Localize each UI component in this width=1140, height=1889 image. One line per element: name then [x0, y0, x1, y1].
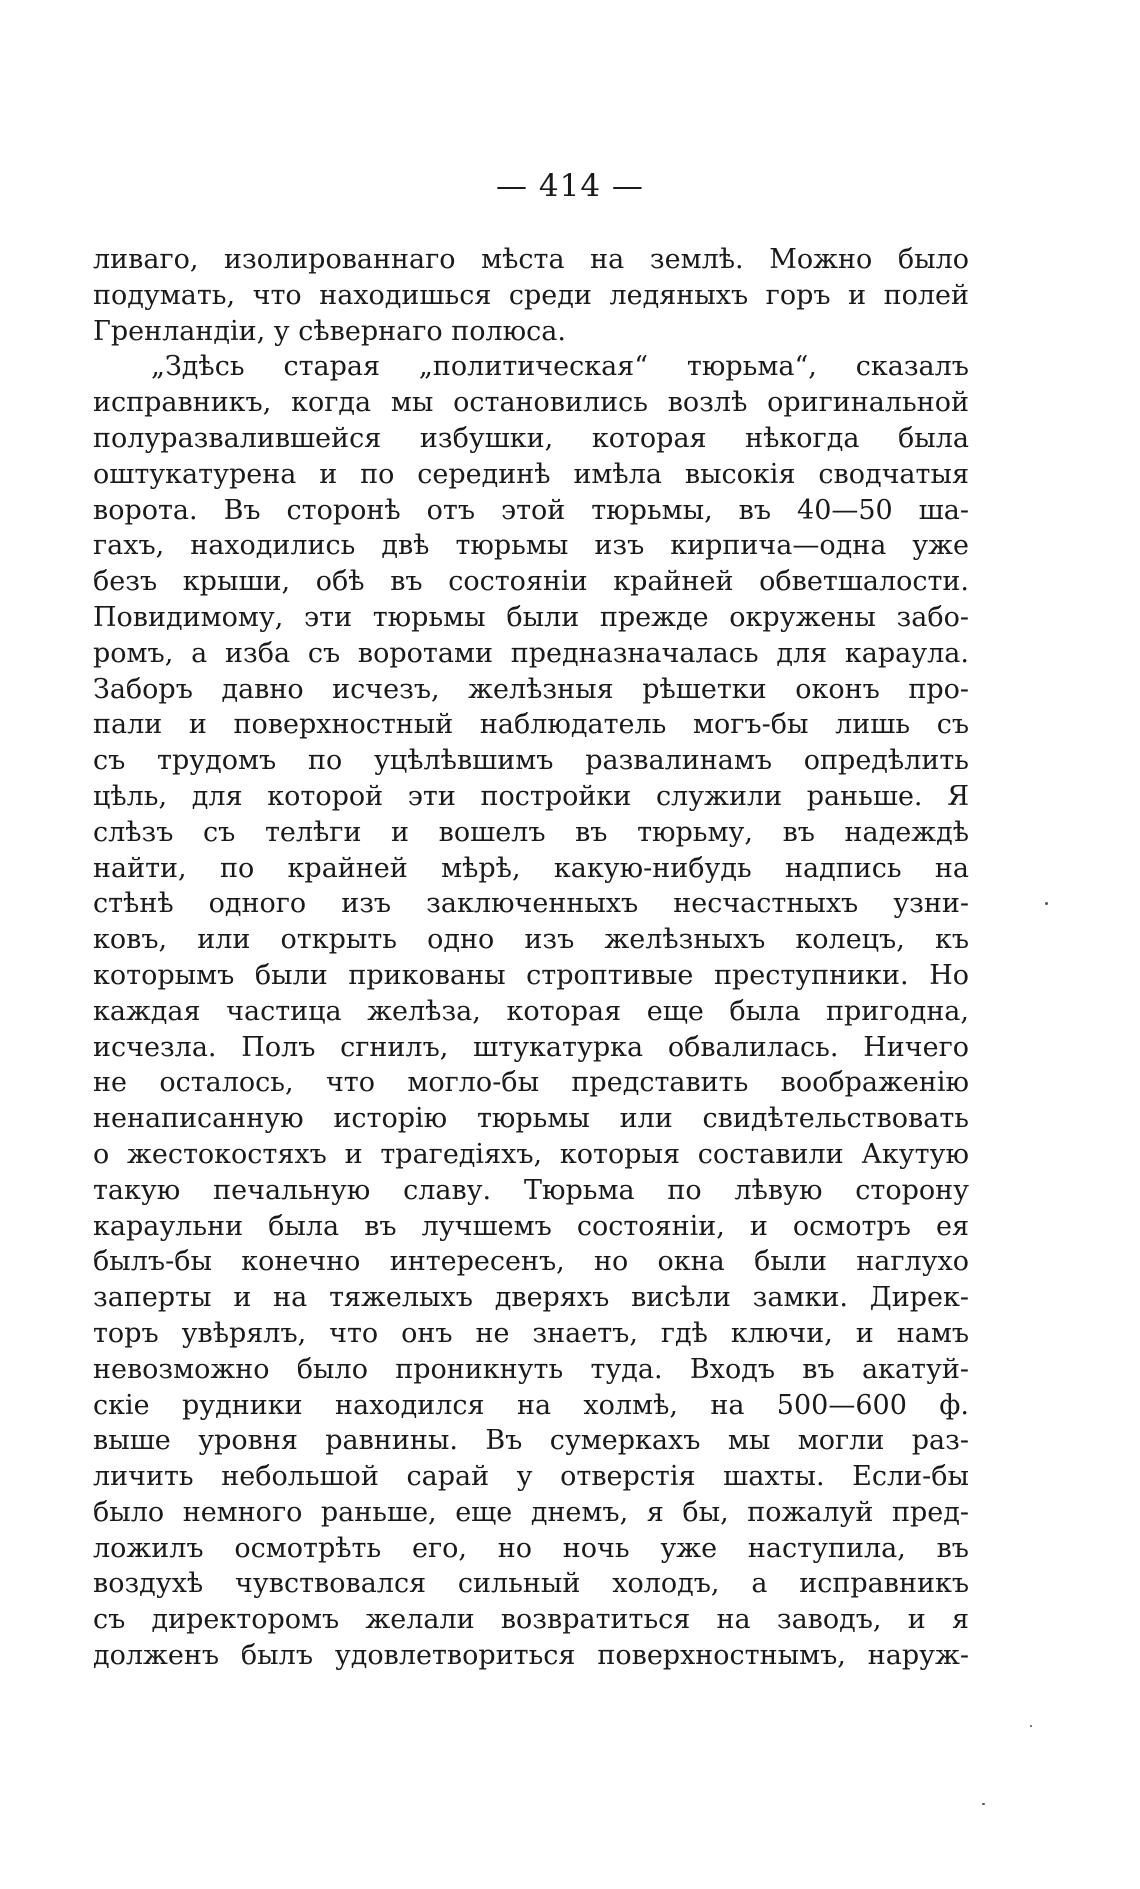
text-line: гахъ, находились двѣ тюрьмы изъ кирпича—одна уже — [93, 530, 969, 562]
text-line: былъ-бы конечно интересенъ, но окна были наглухо — [93, 1246, 969, 1278]
text-line: ложилъ осмотрѣть его, но ночь уже наступила, въ — [93, 1532, 969, 1564]
text-line: скіе рудники находился на холмѣ, на 500—600 ф. — [93, 1389, 969, 1421]
text-line: Гренландіи, у сѣвернаго полюса. — [93, 315, 566, 347]
text-line: выше уровня равнины. Въ сумеркахъ мы могли раз- — [93, 1425, 969, 1457]
text-line: съ директоромъ желали возвратиться на заводъ, и я — [93, 1604, 969, 1636]
text-line: воздухѣ чувствовался сильный холодъ, а исправникъ — [93, 1568, 969, 1600]
text-line: исправникъ, когда мы остановились возлѣ оригинальной — [93, 387, 969, 419]
text-line: каждая частица желѣза, которая еще была пригодна, — [93, 995, 969, 1027]
scan-speck — [982, 1803, 985, 1805]
text-line: ворота. Въ сторонѣ отъ этой тюрьмы, въ 40—50 ша- — [93, 494, 969, 526]
text-line: заперты и на тяжелыхъ дверяхъ висѣли замки. Дирек- — [93, 1282, 969, 1314]
text-line: цѣль, для которой эти постройки служили раньше. Я — [93, 780, 969, 812]
text-line: не осталось, что могло-бы представить воображенію — [93, 1067, 969, 1099]
text-line: „Здѣсь старая „политическая“ тюрьма“, сказалъ — [151, 351, 969, 383]
body-text — [93, 242, 969, 1674]
text-line: оштукатурена и по серединѣ имѣла высокія сводчатыя — [93, 458, 969, 490]
text-line: личить небольшой сарай у отверстія шахты. Если-бы — [93, 1461, 969, 1493]
text-line: безъ крыши, обѣ въ состояніи крайней обветшалости. — [93, 566, 969, 598]
text-line: о жестокостяхъ и трагедіяхъ, которыя составили Акутую — [93, 1138, 969, 1170]
text-line: Заборъ давно исчезъ, желѣзныя рѣшетки оконъ про- — [93, 673, 969, 705]
text-line: такую печальную славу. Тюрьма по лѣвую сторону — [93, 1174, 969, 1206]
text-line: пали и поверхностный наблюдатель могъ-бы лишь съ — [93, 709, 969, 741]
text-line: подумать, что находишься среди ледяныхъ горъ и полей — [93, 279, 969, 311]
text-line: долженъ былъ удовлетвориться поверхностнымъ, наруж- — [93, 1640, 969, 1672]
text-line: Повидимому, эти тюрьмы были прежде окружены забо- — [93, 601, 969, 633]
text-line: было немного раньше, еще днемъ, я бы, пожалуй пред- — [93, 1496, 969, 1528]
text-line: съ трудомъ по уцѣлѣвшимъ развалинамъ опредѣлить — [93, 745, 969, 777]
page-number: — 414 — — [496, 168, 644, 204]
text-line: ливаго, изолированнаго мѣста на землѣ. Можно было — [93, 244, 969, 275]
text-line: которымъ были прикованы строптивые преступники. Но — [93, 959, 969, 991]
text-line: торъ увѣрялъ, что онъ не знаетъ, гдѣ ключи, и намъ — [93, 1317, 969, 1349]
text-line: невозможно было проникнуть туда. Входъ въ акатуй- — [93, 1353, 969, 1385]
scan-speck — [1045, 902, 1048, 905]
text-line: ромъ, а изба съ воротами предназначалась для караула. — [93, 637, 969, 669]
text-line: исчезла. Полъ сгнилъ, штукатурка обвалилась. Ничего — [93, 1031, 969, 1063]
text-line: ненаписанную исторію тюрьмы или свидѣтельствовать — [93, 1103, 969, 1135]
scan-speck — [1030, 1725, 1032, 1727]
text-line: стѣнѣ одного изъ заключенныхъ несчастныхъ узни- — [93, 888, 969, 920]
text-line: полуразвалившейся избушки, которая нѣкогда была — [93, 422, 969, 454]
text-line: слѣзъ съ телѣги и вошелъ въ тюрьму, въ надеждѣ — [93, 816, 969, 848]
text-line: найти, по крайней мѣрѣ, какую-нибудь надпись на — [93, 852, 969, 884]
text-line: ковъ, или открыть одно изъ желѣзныхъ колецъ, къ — [93, 924, 969, 956]
text-line: караульни была въ лучшемъ состояніи, и осмотръ ея — [93, 1210, 969, 1242]
